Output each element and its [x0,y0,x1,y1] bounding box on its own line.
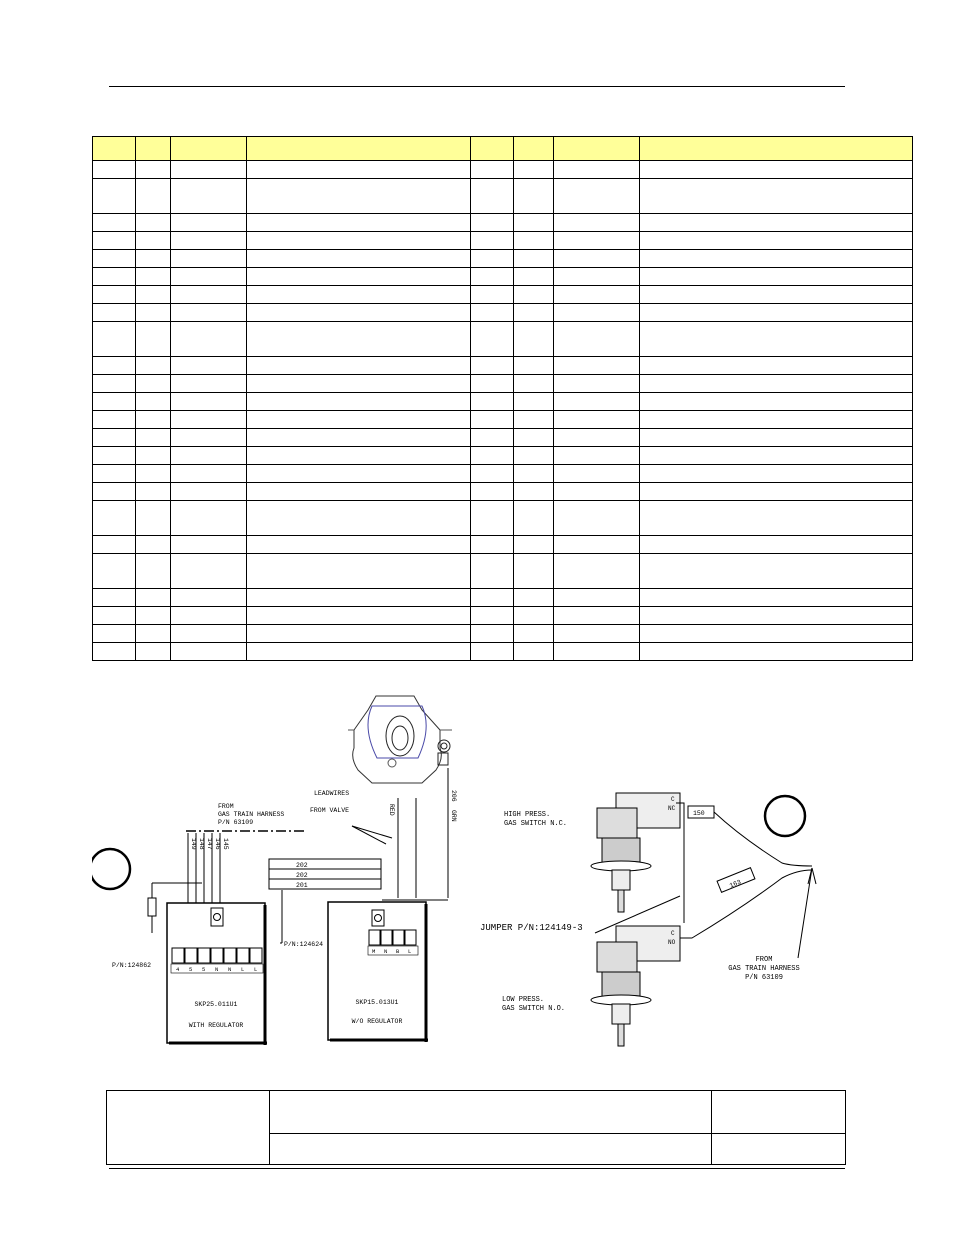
table-cell [247,643,471,661]
table-row [93,286,913,304]
gas-switches-drawing [591,793,816,1046]
table-cell [93,286,136,304]
wire-149-label: 149 [190,838,197,850]
table-cell [93,179,136,214]
table-cell [93,589,136,607]
table-cell [93,483,136,501]
table-cell [514,536,554,554]
terminal-label: M [372,948,376,955]
table-cell [93,393,136,411]
table-cell [554,375,640,393]
table-cell [171,483,247,501]
table-cell [93,465,136,483]
wire-146-label: 146 [214,838,221,850]
table-row [93,447,913,465]
table-row [93,393,913,411]
table-cell [514,250,554,268]
box2-desc-label: W/O REGULATOR [351,1018,403,1025]
table-cell [554,232,640,250]
table-cell [514,589,554,607]
table-cell [93,375,136,393]
table-cell [171,214,247,232]
table-row [93,411,913,429]
table-cell [171,536,247,554]
table-cell [93,161,136,179]
table-cell [640,393,913,411]
table-cell [471,393,514,411]
table-cell [514,411,554,429]
table-cell [93,536,136,554]
table-cell [514,607,554,625]
table-cell [93,625,136,643]
from-harness-right-line1: FROM [755,956,773,964]
table-cell [471,214,514,232]
table-row [93,322,913,357]
table-cell [471,232,514,250]
table-cell [554,268,640,286]
table-cell [640,429,913,447]
header-cell [471,137,514,161]
table-row [93,501,913,536]
table-cell [554,643,640,661]
high-c-label: C [671,796,675,803]
table-cell [640,411,913,429]
table-cell [554,607,640,625]
table-cell [136,179,171,214]
table-cell [640,161,913,179]
table-cell [171,179,247,214]
table-cell [93,322,136,357]
header-rule [109,86,845,87]
table-row [93,554,913,589]
table-cell [514,447,554,465]
from-harness-right-line3: P/N 63109 [745,974,783,982]
table-cell [247,625,471,643]
table-cell [93,232,136,250]
table-cell [514,179,554,214]
terminal-label: N [215,966,219,973]
table-cell [136,447,171,465]
table-cell [171,393,247,411]
table-cell [514,214,554,232]
table-cell [554,536,640,554]
table-cell [93,411,136,429]
table-cell [171,625,247,643]
table-cell [471,411,514,429]
table-cell [247,411,471,429]
table-cell [471,179,514,214]
table-cell [554,429,640,447]
table-cell [171,501,247,536]
table-cell [136,250,171,268]
table-cell [640,501,913,536]
table-cell [93,268,136,286]
table-cell [171,232,247,250]
table-cell [554,483,640,501]
low-no-label: NO [668,939,676,946]
high-switch-label-line1: HIGH PRESS. [504,811,551,819]
table-cell [554,161,640,179]
table-cell [640,286,913,304]
title-block-subtitle-cell [270,1134,712,1165]
table-cell [171,322,247,357]
table-cell [554,625,640,643]
table-cell [554,322,640,357]
table-cell [554,214,640,232]
table-cell [171,554,247,589]
terminal-label: 4 [176,966,180,973]
table-cell [93,304,136,322]
pn-124624-label: P/N:124624 [284,941,324,948]
table-cell [136,607,171,625]
table-cell [554,411,640,429]
table-cell [136,375,171,393]
table-cell [247,357,471,375]
table-cell [247,268,471,286]
table-cell [171,465,247,483]
table-cell [471,429,514,447]
low-switch-label-line1: LOW PRESS. [502,996,545,1004]
table-cell [514,322,554,357]
table-cell [514,286,554,304]
table-cell [554,250,640,268]
table-cell [514,429,554,447]
table-cell [171,643,247,661]
table-cell [640,375,913,393]
bus-202b-label: 202 [296,872,308,879]
table-cell [136,357,171,375]
table-cell [136,643,171,661]
table-cell [471,161,514,179]
table-cell [554,304,640,322]
table-cell [171,411,247,429]
table-cell [514,232,554,250]
from-harness-label-line1: FROM [218,803,234,810]
table-row [93,375,913,393]
table-row [93,268,913,286]
table-cell [247,536,471,554]
table-cell [554,501,640,536]
terminal-label: N [384,948,388,955]
table-cell [93,607,136,625]
table-cell [471,643,514,661]
table-row [93,232,913,250]
table-cell [471,357,514,375]
pn-124862-label: P/N:124862 [112,962,152,969]
table-cell [471,322,514,357]
table-cell [247,447,471,465]
table-cell [640,447,913,465]
table-row [93,483,913,501]
table-cell [554,554,640,589]
table-cell [471,465,514,483]
parts-table-body [93,161,913,661]
table-cell [136,589,171,607]
bus-201-label: 201 [296,882,308,889]
low-c-label: C [671,930,675,937]
title-block-page-cell [712,1134,846,1165]
table-cell [171,286,247,304]
high-switch-label-line2: GAS SWITCH N.C. [504,820,568,828]
table-cell [554,589,640,607]
from-harness-right-line2: GAS TRAIN HARNESS [728,965,800,973]
wire-145-label: 145 [222,838,229,850]
tag-150-label: 150 [693,810,705,817]
table-cell [247,304,471,322]
table-cell [514,554,554,589]
header-cell [247,137,471,161]
table-cell [471,501,514,536]
table-cell [93,357,136,375]
table-cell [136,232,171,250]
from-harness-label-line3: P/N 63109 [218,819,254,826]
title-block-logo-cell [107,1091,270,1165]
wiring-diagram [92,688,852,1058]
terminal-label: 5 [202,966,206,973]
table-cell [640,643,913,661]
terminal-label: L [241,966,245,973]
table-cell [93,214,136,232]
table-cell [136,625,171,643]
header-cell [640,137,913,161]
table-cell [171,161,247,179]
table-cell [136,286,171,304]
table-cell [136,429,171,447]
table-cell [640,357,913,375]
table-cell [136,554,171,589]
table-cell [471,304,514,322]
title-block-number-cell [712,1091,846,1134]
table-cell [247,607,471,625]
table-cell [171,357,247,375]
table-cell [171,250,247,268]
table-cell [171,589,247,607]
terminal-label: B [396,948,400,955]
wire-148-label: 148 [198,838,205,850]
table-cell [171,375,247,393]
table-cell [136,483,171,501]
header-cell [554,137,640,161]
table-cell [471,483,514,501]
table-cell [93,250,136,268]
table-cell [247,554,471,589]
from-harness-label-line2: GAS TRAIN HARNESS [218,811,285,818]
table-cell [471,375,514,393]
table-header-row [93,137,913,161]
table-row [93,536,913,554]
table-cell [640,179,913,214]
table-cell [136,268,171,286]
table-cell [640,607,913,625]
table-cell [136,214,171,232]
header-cell [514,137,554,161]
gas-valve-drawing [348,696,452,783]
table-cell [247,250,471,268]
header-cell [93,137,136,161]
table-cell [93,554,136,589]
table-cell [640,589,913,607]
table-row [93,161,913,179]
leadwires-label-line1: LEADWIRES [314,790,350,797]
table-row [93,214,913,232]
table-row [93,250,913,268]
table-cell [514,465,554,483]
header-cell [171,137,247,161]
table-cell [554,286,640,304]
box1-model-label: SKP25.011U1 [194,1001,238,1008]
table-cell [93,447,136,465]
table-cell [247,179,471,214]
table-cell [554,465,640,483]
table-cell [247,393,471,411]
table-row [93,304,913,322]
table-cell [514,393,554,411]
table-row [93,643,913,661]
table-row [93,429,913,447]
table-cell [471,447,514,465]
table-cell [247,465,471,483]
wire-red-label: RED [388,804,395,816]
bus-202a-label: 202 [296,862,308,869]
table-cell [171,268,247,286]
table-cell [171,447,247,465]
table-cell [93,429,136,447]
table-cell [514,304,554,322]
title-block-title-cell [270,1091,712,1134]
table-cell [471,607,514,625]
terminal-label: L [254,966,258,973]
low-switch-label-line2: GAS SWITCH N.O. [502,1005,566,1013]
table-row [93,179,913,214]
table-cell [640,304,913,322]
table-cell [640,465,913,483]
table-cell [171,304,247,322]
table-cell [247,161,471,179]
table-cell [640,232,913,250]
table-cell [136,411,171,429]
table-cell [554,179,640,214]
table-cell [247,483,471,501]
table-cell [471,536,514,554]
footer-rule [109,1168,845,1169]
callout-circle-right [765,796,805,836]
wire-147-label: 147 [206,838,213,850]
table-cell [136,393,171,411]
terminal-label: N [228,966,232,973]
table-cell [640,483,913,501]
table-row [93,607,913,625]
terminal-label: L [408,948,412,955]
table-cell [471,554,514,589]
table-row [93,465,913,483]
high-nc-label: NC [668,805,676,812]
table-cell [247,429,471,447]
leadwires-label-line2: FROM VALVE [310,807,350,814]
box2-model-label: SKP15.013U1 [355,999,399,1006]
table-cell [514,357,554,375]
table-cell [471,250,514,268]
jumper-label: JUMPER P/N:124149-3 [480,923,583,933]
table-cell [514,501,554,536]
table-cell [640,322,913,357]
table-cell [471,589,514,607]
wire-206-label: 206 [450,790,457,802]
table-cell [514,375,554,393]
table-cell [471,625,514,643]
table-cell [554,357,640,375]
table-cell [514,483,554,501]
box1-desc-label: WITH REGULATOR [188,1022,244,1029]
table-cell [136,322,171,357]
table-cell [640,214,913,232]
title-block [106,1090,846,1165]
table-cell [247,375,471,393]
table-cell [171,429,247,447]
parts-table [92,136,913,661]
table-cell [640,268,913,286]
table-cell [136,161,171,179]
table-cell [514,643,554,661]
table-cell [247,322,471,357]
table-cell [471,268,514,286]
table-row [93,357,913,375]
table-cell [640,536,913,554]
header-cell [136,137,171,161]
table-cell [514,161,554,179]
table-cell [640,554,913,589]
table-cell [247,232,471,250]
table-cell [554,447,640,465]
table-cell [247,589,471,607]
table-row [93,589,913,607]
callout-circle-left [92,849,130,889]
table-row [93,625,913,643]
wire-grn-label: GRN [450,810,457,822]
table-cell [514,625,554,643]
terminal-label: 5 [189,966,193,973]
table-cell [136,304,171,322]
table-cell [93,501,136,536]
table-cell [171,607,247,625]
table-cell [247,501,471,536]
table-cell [247,286,471,304]
table-cell [640,625,913,643]
table-cell [136,501,171,536]
table-cell [554,393,640,411]
table-cell [640,250,913,268]
table-cell [247,214,471,232]
table-cell [136,465,171,483]
table-cell [471,286,514,304]
table-cell [514,268,554,286]
tag-163-label: 163 [728,878,743,890]
table-cell [93,643,136,661]
table-cell [136,536,171,554]
